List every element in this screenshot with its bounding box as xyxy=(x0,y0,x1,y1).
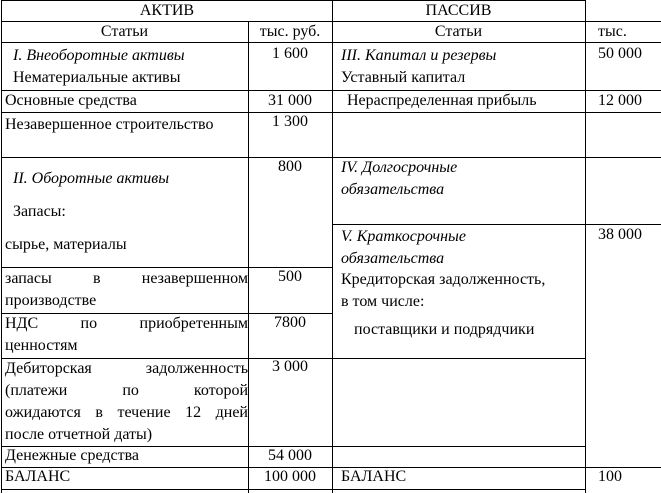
header-aktiv: АКТИВ xyxy=(139,2,195,19)
receivables-word: (платежи xyxy=(5,382,68,399)
header-stati-right: Статьи xyxy=(434,23,483,40)
receivables-word: в xyxy=(95,404,103,421)
receivables-word: Дебиторская xyxy=(5,360,92,377)
suppliers-label: поставщики и подрядчики xyxy=(354,321,535,338)
section4-line1: IV. Долгосрочные xyxy=(341,159,458,176)
receivables-line2 xyxy=(5,380,248,402)
receivables-line1 xyxy=(5,358,248,380)
header-stati-left: Статьи xyxy=(100,23,149,40)
grid-hline xyxy=(332,446,585,447)
receivables-word: 12 xyxy=(185,404,202,421)
wip-line2: производстве xyxy=(5,292,97,309)
retained-earnings-label: Нераспределенная прибыль xyxy=(347,92,537,109)
receivables-line4: после отчетной даты) xyxy=(5,426,153,443)
section2-value: 800 xyxy=(278,158,302,175)
assets-balance-value: 100 000 xyxy=(264,468,316,485)
vat-line2: ценностям xyxy=(5,337,78,354)
wip-word: в xyxy=(92,270,101,287)
grid-hline xyxy=(1,489,333,490)
header-units-left: тыс. руб. xyxy=(259,23,321,40)
construction-label: Незавершенное строительство xyxy=(5,116,214,133)
fixed-assets-label: Основные средства xyxy=(5,92,137,109)
construction-value: 1 300 xyxy=(272,113,308,130)
grid-vline-left xyxy=(1,0,2,493)
section5-line1: V. Краткосрочные xyxy=(341,228,466,245)
intangible-assets-label: Нематериальные активы xyxy=(13,69,181,86)
retained-earnings-value: 12 000 xyxy=(598,92,642,109)
grid-vline-liab-units xyxy=(585,0,586,493)
wip-line1 xyxy=(5,268,248,290)
section4-line2: обязательства xyxy=(341,181,445,198)
receivables-word: дней xyxy=(215,404,248,421)
vat-word: НДС xyxy=(5,315,39,332)
section3-title: III. Капитал и резервы xyxy=(341,47,497,64)
payables-line1: Кредиторская задолженность, xyxy=(341,271,546,288)
wip-word: запасы xyxy=(5,270,52,287)
cash-value: 54 000 xyxy=(268,447,312,464)
intangible-assets-value: 1 600 xyxy=(272,45,308,62)
vat-word: приобретенным xyxy=(139,315,248,332)
grid-vline-center xyxy=(332,0,333,493)
assets-balance-label: БАЛАНС xyxy=(5,468,71,485)
section1-title: I. Внеоборотные активы xyxy=(13,47,185,64)
receivables-word: по xyxy=(122,382,139,399)
receivables-word: ожидаются xyxy=(5,404,81,421)
section2-title: II. Оборотные активы xyxy=(13,170,170,187)
vat-word: по xyxy=(80,315,98,332)
receivables-value: 3 000 xyxy=(272,358,308,375)
liabilities-balance-value: 100 xyxy=(598,468,622,485)
section5-value: 38 000 xyxy=(598,226,642,243)
receivables-word: которой xyxy=(193,382,248,399)
receivables-line3 xyxy=(5,402,248,424)
wip-word: незавершенном xyxy=(141,270,248,287)
grid-hline xyxy=(332,358,585,359)
receivables-word: течение xyxy=(117,404,171,421)
section5-line2: обязательства xyxy=(341,250,445,267)
cash-label: Денежные средства xyxy=(5,447,140,464)
liabilities-balance-label: БАЛАНС xyxy=(341,468,407,485)
vat-value: 7800 xyxy=(274,314,306,331)
stocks-label: Запасы: xyxy=(13,203,66,220)
header-passiv: ПАССИВ xyxy=(425,2,492,19)
grid-hline xyxy=(332,489,585,490)
section3-value: 50 000 xyxy=(598,45,642,62)
raw-materials-label: сырье, материалы xyxy=(5,236,127,253)
charter-capital-label: Уставный капитал xyxy=(341,69,466,86)
payables-line2: в том числе: xyxy=(341,293,425,310)
grid-hline xyxy=(332,112,661,113)
fixed-assets-value: 31 000 xyxy=(268,92,312,109)
header-units-right: тыс. xyxy=(598,23,627,40)
wip-value: 500 xyxy=(278,268,302,285)
receivables-word: задолженность xyxy=(145,360,248,377)
vat-line1 xyxy=(5,313,248,335)
